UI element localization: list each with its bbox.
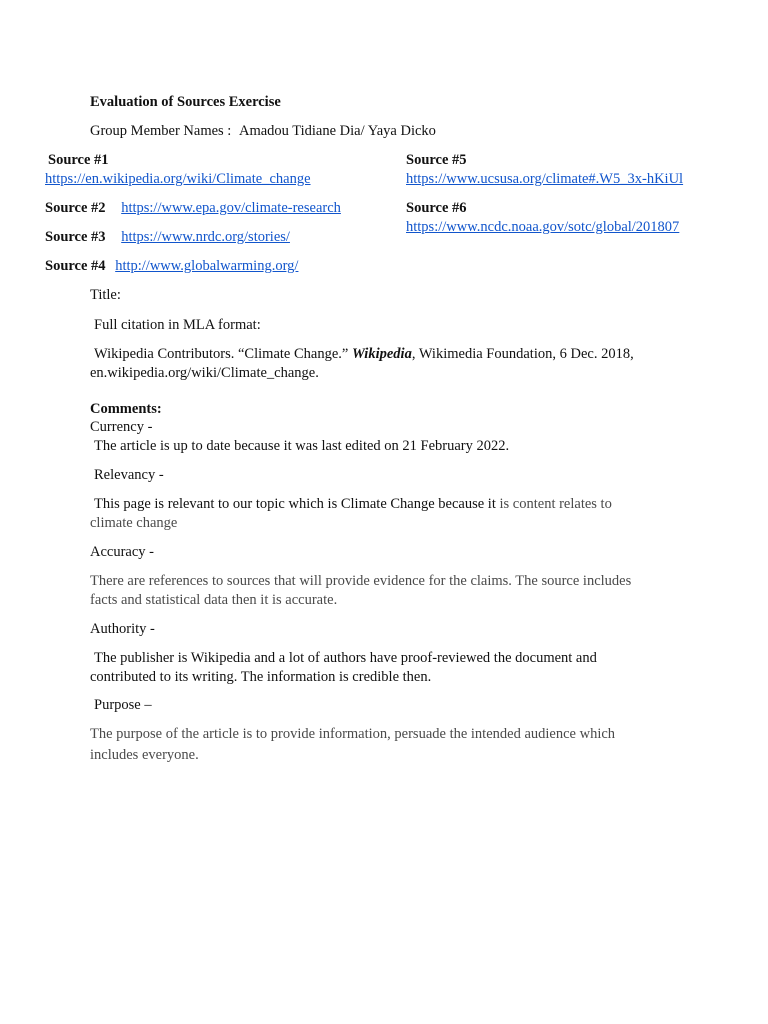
citation-line-1	[94, 346, 634, 363]
title-label: Title:	[90, 287, 121, 303]
purpose-line-2: includes everyone.	[90, 747, 199, 763]
currency-label: Currency -	[90, 419, 153, 435]
relevancy-line-2: climate change	[90, 515, 178, 531]
purpose-line-1: The purpose of the article is to provide information, persuade the intended audience which	[90, 726, 616, 742]
relevancy-line-1	[94, 496, 612, 513]
source-2-label: Source #2	[45, 200, 106, 216]
source-6-label: Source #6	[406, 200, 467, 216]
source-4-label: Source #4	[45, 258, 106, 274]
accuracy-line-1: There are references to sources that will provide evidence for the claims. The source includes	[90, 573, 632, 589]
source-2-link[interactable]: https://www.epa.gov/climate-research	[121, 200, 341, 216]
source-3-link[interactable]: https://www.nrdc.org/stories/	[121, 229, 290, 245]
group-member-label: Group Member Names :	[90, 123, 232, 139]
comments-heading: Comments:	[90, 401, 162, 417]
group-member-line	[90, 123, 436, 140]
citation-line-2: en.wikipedia.org/wiki/Climate_change.	[90, 365, 319, 381]
source-4-row	[45, 258, 298, 275]
authority-line-2: contributed to its writing. The information is credible then.	[90, 669, 432, 685]
purpose-label: Purpose –	[94, 697, 152, 713]
source-1-label: Source #1	[48, 152, 109, 168]
currency-text: The article is up to date because it was last edited on 21 February 2022.	[94, 438, 510, 454]
accuracy-line-2: facts and statistical data then it is accurate.	[90, 592, 338, 608]
source-1-link[interactable]: https://en.wikipedia.org/wiki/Climate_change	[45, 171, 311, 187]
citation-label: Full citation in MLA format:	[94, 317, 261, 333]
source-3-label: Source #3	[45, 229, 106, 245]
source-4-link[interactable]: http://www.globalwarming.org/	[115, 258, 299, 274]
citation-publisher-date: , Wikimedia Foundation, 6 Dec. 2018,	[411, 346, 634, 362]
source-6-link[interactable]: https://www.ncdc.noaa.gov/sotc/global/201807	[406, 219, 680, 235]
authority-line-1: The publisher is Wikipedia and a lot of authors have proof-reviewed the document and	[94, 650, 597, 666]
document-title: Evaluation of Sources Exercise	[90, 94, 281, 110]
relevancy-text-tail: is content relates to	[499, 496, 612, 512]
citation-authors-title: Wikipedia Contributors. “Climate Change.”	[94, 346, 352, 362]
relevancy-label: Relevancy -	[94, 467, 164, 483]
source-3-row	[45, 229, 290, 246]
source-5-label: Source #5	[406, 152, 467, 168]
source-2-row	[45, 200, 341, 217]
group-member-names: Amadou Tidiane Dia/ Yaya Dicko	[238, 123, 436, 139]
accuracy-label: Accuracy -	[90, 544, 154, 560]
authority-label: Authority -	[90, 621, 155, 637]
source-5-link[interactable]: https://www.ucsusa.org/climate#.W5_3x-hKiUl	[406, 171, 684, 187]
relevancy-text-main: This page is relevant to our topic which is Climate Change because it	[94, 496, 496, 512]
citation-container-title: Wikipedia	[351, 346, 412, 362]
